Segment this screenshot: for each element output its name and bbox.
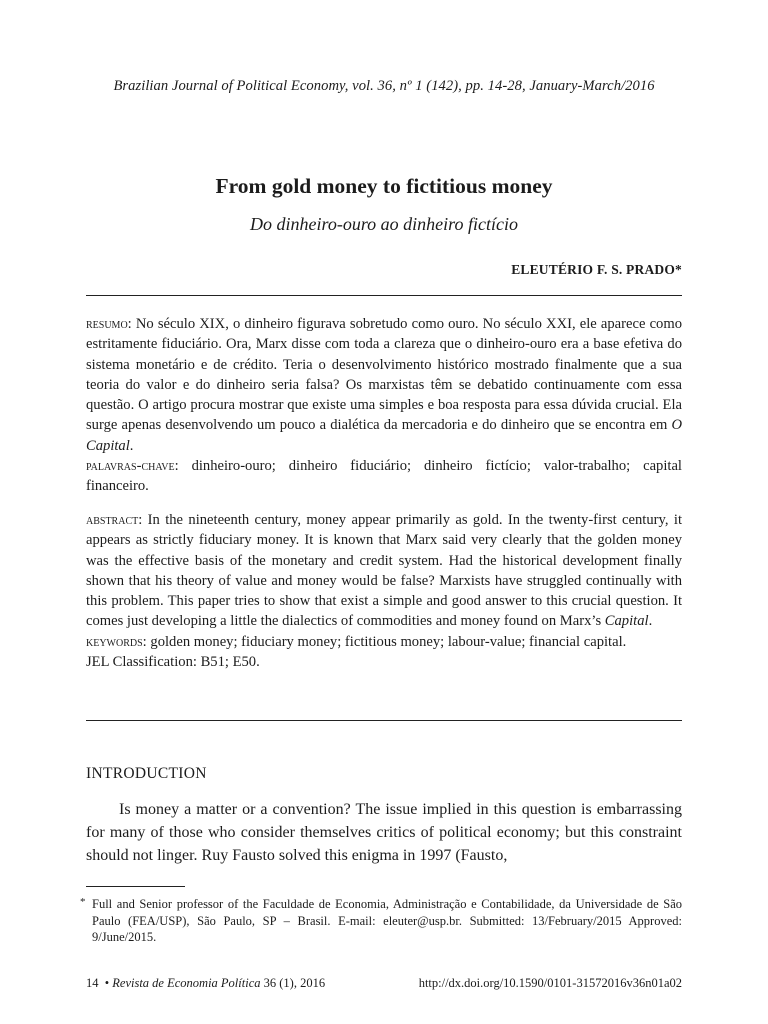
resumo-text-italic: O Capital [86,417,682,454]
footer-journal-issue: 36 (1), 2016 [263,976,326,990]
article-subtitle: Do dinheiro-ouro ao dinheiro fictício [250,214,518,234]
footnote-text: Full and Senior professor of the Faculdade de Economia, Administração e Contabilidade, da Universidade de São Paulo (FEA/USP), São Paulo, SP – Brasil. E-mail: eleuter@usp.br. Submitted: 13/February/2015 Approved: 9/June/2015. [92,897,682,945]
top-divider [86,295,682,296]
abstract-text-italic: Capital [604,613,649,630]
footer-bullet: • [104,976,110,990]
introduction-paragraph: Is money a matter or a convention? The issue implied in this question is embarrassing for many of those who consider themselves critics of political economy; but this constraint should not linger. Ruy Fausto solved this enigma in 1997 (Fausto, [86,801,682,864]
palavras-chave-paragraph [86,456,682,497]
footer-journal-name: Revista de Economia Política [112,976,261,990]
abstract-text-end: . [648,613,653,630]
palavras-chave-text: dinheiro-ouro; dinheiro fiduciário; dinheiro fictício; valor-trabalho; capital financeiro. [86,458,682,495]
resumo-block [86,314,682,497]
author-footnote [80,896,682,946]
keywords-text: golden money; fiduciary money; fictitious money; labour-value; financial capital. [150,633,627,650]
resumo-text-end: . [129,437,134,454]
abstract-text: In the nineteenth century, money appear primarily as gold. In the twenty-first century, it appears as strictly fiduciary money. It is known that Marx said very clearly that the golden money was the effective basis of the monetary and credit system. Had the historical development finally shown that his theory of value and money would be false? Marxists have struggled continually with this problem. This paper tries to show that exist a simple and good answer to this crucial question. It comes just developing a little the dialectics of commodities and money found on Marx’s [86,512,682,630]
article-title: From gold money to fictitious money [215,174,553,198]
resumo-label: resumo: [86,316,132,332]
abstract-label: abstract: [86,512,143,528]
footer-left [86,976,325,991]
palavras-chave-label: palavras-chave: [86,458,179,475]
abstract-paragraph [86,510,682,632]
section-heading-introduction: INTRODUCTION [86,765,207,782]
keywords-label: keywords: [86,633,147,650]
author-name: ELEUTÉRIO F. S. PRADO* [511,262,682,277]
jel-classification: JEL Classification: B51; E50. [86,654,260,671]
footnote-marker: * [80,896,86,908]
journal-citation: Brazilian Journal of Political Economy, vol. 36, nº 1 (142), pp. 14-28, January-March/2016 [113,78,655,94]
page-number: 14 [86,976,99,990]
footnote-divider [86,886,185,887]
doi-link[interactable]: http://dx.doi.org/10.1590/0101-31572016v36n01a02 [418,976,682,990]
resumo-paragraph [86,314,682,456]
resumo-text: No século XIX, o dinheiro figurava sobretudo como ouro. No século XXI, ele aparece como estritamente fiduciário. Ora, Marx disse com toda a clareza que o dinheiro-ouro era a base efetiva do sistema monetário e de crédito. Teria o desenvolvimento histórico mostrado finalmente que a sua teoria do valor e do dinheiro seria falsa? Os marxistas têm se debatido continuamente com essa questão. O artigo procura mostrar que existe uma simples e boa resposta para essa dúvida crucial. Ela surge apenas desenvolvendo um pouco a dialética da mercadoria e do dinheiro que se encontra em [86,316,682,434]
paper-page [80,0,682,1024]
abstract-block [86,510,682,672]
keywords-paragraph [86,632,682,652]
bottom-divider [86,720,682,721]
